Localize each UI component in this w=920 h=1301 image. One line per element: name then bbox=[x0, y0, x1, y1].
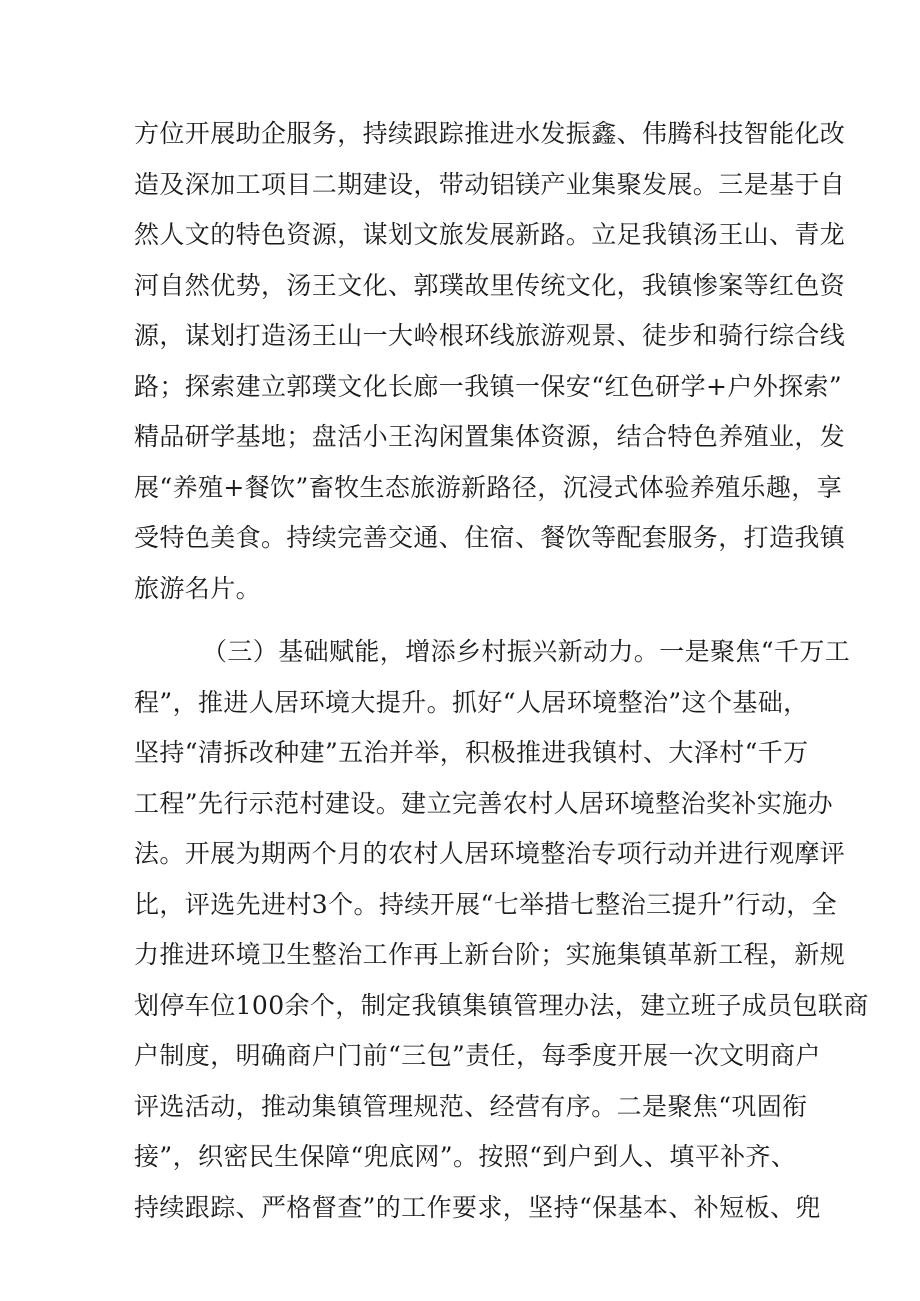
text-line: 法。开展为期两个月的农村人居环境整治专项行动并进行观摩评 bbox=[134, 839, 846, 868]
text-line: 力推进环境卫生整治工作再上新台阶；实施集镇革新工程，新规 bbox=[134, 940, 846, 969]
text-line: 然人文的特色资源，谋划文旅发展新路。立足我镇汤王山、青龙 bbox=[134, 220, 846, 249]
text-line: 接”，织密民生保障“兜底网”。按照“到户到人、填平补齐、 bbox=[134, 1142, 797, 1171]
text-line: 精品研学基地；盘活小王沟闲置集体资源，结合特色养殖业，发 bbox=[134, 422, 846, 451]
paragraph-1 bbox=[134, 109, 846, 614]
text-line: 户制度，明确商户门前“三包”责任，每季度开展一次文明商户 bbox=[134, 1041, 821, 1070]
text-line: 工程”先行示范村建设。建立完善农村人居环境整治奖补实施办 bbox=[134, 788, 833, 818]
text-line: 展“养殖+餐饮”畜牧生态旅游新路径，沉浸式体验养殖乐趣，享 bbox=[134, 472, 843, 502]
text-line: 坚持“清拆改种建”五治并举，积极推进我镇村、大泽村“千万 bbox=[134, 738, 809, 767]
body-text bbox=[134, 109, 869, 1233]
text-line: （三）基础赋能，增添乡村振兴新动力。一是聚焦“千万工 bbox=[202, 637, 851, 666]
text-line: 持续跟踪、严格督查”的工作要求，坚持“保基本、补短板、兜 bbox=[134, 1192, 821, 1222]
text-line: 评选活动，推动集镇管理规范、经营有序。二是聚焦“巩固衔 bbox=[134, 1091, 808, 1121]
text-line: 旅游名片。 bbox=[134, 573, 262, 603]
text-line: 比，评选先进村3个。持续开展“七举措七整治三提升”行动，全 bbox=[134, 889, 838, 919]
text-line: 河自然优势，汤王文化、郭璞故里传统文化，我镇惨案等红色资 bbox=[134, 270, 846, 300]
text-line: 程”，推进人居环境大提升。抓好“人居环境整治”这个基础， bbox=[134, 687, 809, 717]
text-line: 划停车位100余个，制定我镇集镇管理办法，建立班子成员包联商 bbox=[134, 990, 869, 1020]
paragraph-2 bbox=[134, 627, 869, 1233]
text-line: 受特色美食。持续完善交通、住宿、餐饮等配套服务，打造我镇 bbox=[134, 523, 846, 552]
text-line: 造及深加工项目二期建设，带动铝镁产业集聚发展。三是基于自 bbox=[134, 169, 846, 199]
text-line: 源，谋划打造汤王山一大岭根环线旅游观景、徒步和骑行综合线 bbox=[134, 321, 846, 350]
text-line: 路；探索建立郭璞文化长廊一我镇一保安“红色研学+户外探索” bbox=[134, 371, 843, 401]
text-line: 方位开展助企服务，持续跟踪推进水发振鑫、伟腾科技智能化改 bbox=[134, 119, 846, 148]
paragraph-gap bbox=[134, 614, 794, 627]
